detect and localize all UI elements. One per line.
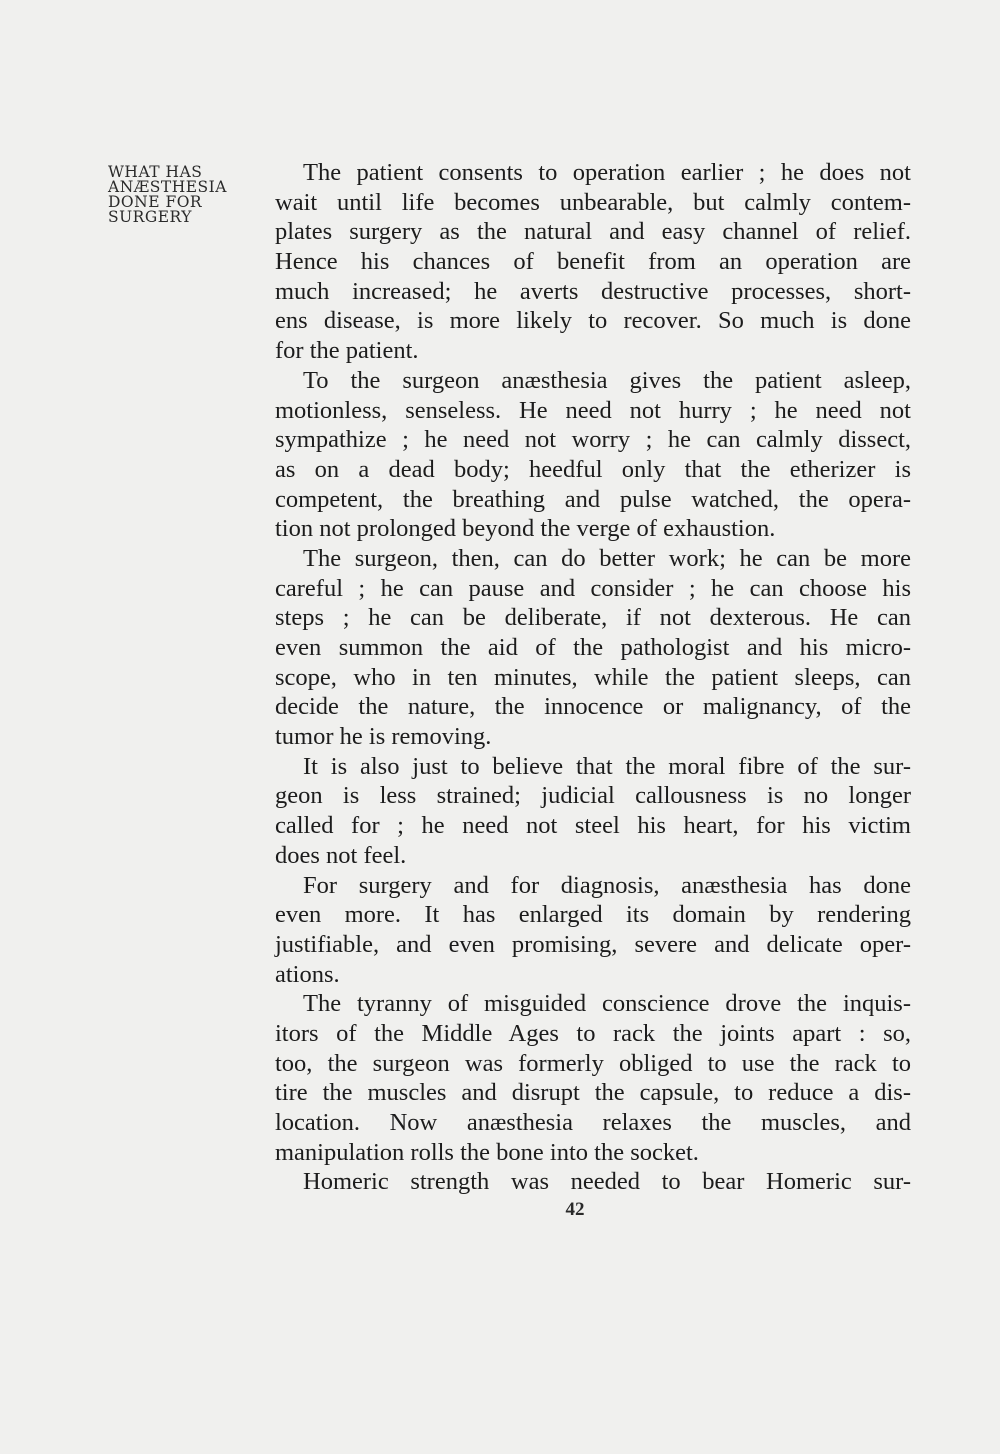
text-line: decide the nature, the innocence or malignancy, of the <box>275 693 911 721</box>
margin-heading-line: ANÆSTHESIA <box>108 178 227 196</box>
text-line: plates surgery as the natural and easy channel of relief. <box>275 218 911 246</box>
text-line: The surgeon, then, can do better work; he can be more <box>303 544 911 572</box>
text-line: as on a dead body; heedful only that the etherizer is <box>275 455 911 483</box>
text-line: much increased; he averts destructive processes, short- <box>275 277 911 305</box>
text-line: called for ; he need not steel his heart, for his victim <box>275 812 911 840</box>
text-line: To the surgeon anæsthesia gives the patient asleep, <box>303 366 911 394</box>
text-line: Hence his chances of benefit from an operation are <box>275 248 911 276</box>
text-line: ens disease, is more likely to recover. So much is done <box>275 307 911 335</box>
text-line: sympathize ; he need not worry ; he can calmly dissect, <box>275 426 911 454</box>
margin-heading-line: WHAT HAS <box>108 163 203 181</box>
paragraph <box>275 1167 911 1197</box>
text-line: wait until life becomes unbearable, but calmly contem- <box>275 188 911 216</box>
text-line: For surgery and for diagnosis, anæsthesia has done <box>303 871 911 899</box>
text-line: tumor he is removing. <box>275 723 492 751</box>
text-line: tire the muscles and disrupt the capsule, to reduce a dis- <box>275 1079 911 1107</box>
paragraph <box>275 366 911 544</box>
text-line: The patient consents to operation earlier ; he does not <box>303 159 911 186</box>
paragraph <box>275 752 911 871</box>
paragraph <box>275 871 911 990</box>
paragraph <box>275 158 911 366</box>
text-line: Homeric strength was needed to bear Homeric sur- <box>303 1168 911 1196</box>
text-line: tion not prolonged beyond the verge of exhaustion. <box>275 515 776 543</box>
text-line: steps ; he can be deliberate, if not dexterous. He can <box>275 604 911 632</box>
text-line: even more. It has enlarged its domain by rendering <box>275 901 911 929</box>
margin-heading <box>108 165 258 225</box>
paragraph <box>275 989 911 1167</box>
text-line: competent, the breathing and pulse watched, the opera- <box>275 485 911 513</box>
text-line: It is also just to believe that the moral fibre of the sur- <box>303 752 911 780</box>
text-line: manipulation rolls the bone into the socket. <box>275 1138 699 1166</box>
page-number: 42 <box>565 1199 585 1220</box>
text-line: ations. <box>275 960 340 988</box>
text-line: geon is less strained; judicial callousness is no longer <box>275 782 911 810</box>
text-line: The tyranny of misguided conscience drove the inquis- <box>303 990 911 1018</box>
text-line: too, the surgeon was formerly obliged to use the rack to <box>275 1049 911 1077</box>
margin-heading-line: SURGERY <box>108 208 192 226</box>
margin-heading-line: DONE FOR <box>108 193 203 211</box>
body-text <box>275 158 911 1197</box>
text-line: scope, who in ten minutes, while the patient sleeps, can <box>275 663 911 691</box>
text-line: location. Now anæsthesia relaxes the muscles, and <box>275 1109 911 1136</box>
text-line: itors of the Middle Ages to rack the joints apart : so, <box>275 1019 911 1047</box>
paragraph <box>275 544 911 752</box>
text-line: justifiable, and even promising, severe and delicate oper- <box>275 930 911 958</box>
text-line: careful ; he can pause and consider ; he can choose his <box>275 574 911 602</box>
text-line: motionless, senseless. He need not hurry ; he need not <box>275 396 911 424</box>
text-line: does not feel. <box>275 841 407 869</box>
text-line: for the patient. <box>275 337 419 365</box>
text-line: even summon the aid of the pathologist and his micro- <box>275 634 911 661</box>
